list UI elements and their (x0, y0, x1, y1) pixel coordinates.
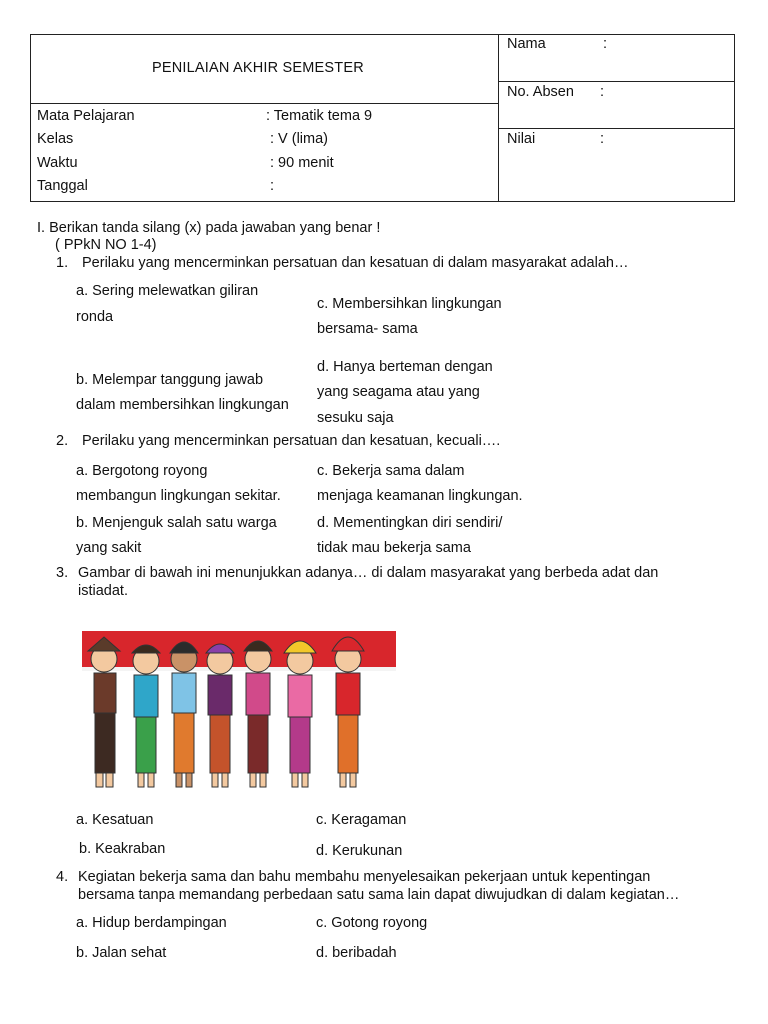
value-mata-pelajaran: : Tematik tema 9 (266, 108, 373, 124)
value-waktu: : 90 menit (270, 155, 334, 171)
option-a-cont: ronda (76, 309, 114, 325)
label-nama: Nama (507, 36, 546, 52)
option-c-cont: bersama- sama (317, 321, 418, 337)
option-a[interactable]: a. Bergotong royong (76, 463, 208, 479)
option-c[interactable]: c. Bekerja sama dalam (317, 463, 465, 479)
table-divider-vertical (498, 34, 499, 202)
option-a[interactable]: a. Hidup berdampingan (76, 915, 227, 931)
colon-nilai: : (600, 131, 605, 147)
question-text: Kegiatan bekerja sama dan bahu membahu menyelesaikan pekerjaan untuk kepentingan (78, 869, 651, 885)
question-text-cont: bersama tanpa memandang perbedaan satu sama lain dapat diwujudkan di dalam kegiatan… (78, 887, 680, 903)
label-no-absen: No. Absen (507, 84, 574, 100)
option-d-cont-1: yang seagama atau yang (317, 384, 480, 400)
question-text: Perilaku yang mencerminkan persatuan dan kesatuan di dalam masyarakat adalah… (82, 255, 629, 271)
label-nilai: Nilai (507, 131, 536, 147)
value-kelas: : V (lima) (270, 131, 328, 147)
children-traditional-clothing-illustration (78, 601, 396, 801)
option-d[interactable]: d. beribadah (316, 945, 397, 961)
option-d[interactable]: d. Mementingkan diri sendiri/ (317, 515, 503, 531)
section-instruction: I. Berikan tanda silang (x) pada jawaban yang benar ! (37, 220, 381, 236)
option-b[interactable]: b. Jalan sehat (76, 945, 167, 961)
label-tanggal: Tanggal (37, 178, 88, 194)
question-number: 1. (56, 255, 69, 271)
table-divider-left (30, 103, 499, 104)
cultural-diversity-illustration (78, 601, 396, 801)
table-border-top (30, 34, 735, 35)
table-border-right (734, 34, 735, 202)
label-waktu: Waktu (37, 155, 78, 171)
option-d-cont-2: sesuku saja (317, 410, 394, 426)
section-subtitle: ( PPkN NO 1-4) (55, 237, 157, 253)
option-b-cont: yang sakit (76, 540, 142, 556)
question-number: 2. (56, 433, 69, 449)
option-a[interactable]: a. Kesatuan (76, 812, 154, 828)
option-b[interactable]: b. Menjenguk salah satu warga (76, 515, 277, 531)
colon-nama: : (603, 36, 608, 52)
table-divider-right-2 (498, 128, 735, 129)
question-text: Perilaku yang mencerminkan persatuan dan kesatuan, kecuali…. (82, 433, 501, 449)
option-c[interactable]: c. Membersihkan lingkungan (317, 296, 502, 312)
question-number: 4. (56, 869, 69, 885)
option-b[interactable]: b. Keakraban (79, 841, 166, 857)
option-d-cont: tidak mau bekerja sama (317, 540, 471, 556)
question-text-cont: istiadat. (78, 583, 128, 599)
option-c[interactable]: c. Gotong royong (316, 915, 428, 931)
option-a[interactable]: a. Sering melewatkan giliran (76, 283, 259, 299)
table-divider-right-1 (498, 81, 735, 82)
question-number: 3. (56, 565, 69, 581)
option-b[interactable]: b. Melempar tanggung jawab (76, 372, 264, 388)
option-c-cont: menjaga keamanan lingkungan. (317, 488, 523, 504)
option-b-cont: dalam membersihkan lingkungan (76, 397, 289, 413)
table-border-left (30, 34, 31, 202)
exam-title: PENILAIAN AKHIR SEMESTER (152, 60, 364, 76)
value-tanggal: : (270, 178, 275, 194)
question-text: Gambar di bawah ini menunjukkan adanya… di dalam masyarakat yang berbeda adat dan (78, 565, 659, 581)
label-kelas: Kelas (37, 131, 74, 147)
option-d[interactable]: d. Kerukunan (316, 843, 403, 859)
option-d[interactable]: d. Hanya berteman dengan (317, 359, 493, 375)
table-border-bottom (30, 201, 735, 202)
option-c[interactable]: c. Keragaman (316, 812, 407, 828)
colon-no-absen: : (600, 84, 605, 100)
option-a-cont: membangun lingkungan sekitar. (76, 488, 281, 504)
label-mata-pelajaran: Mata Pelajaran (37, 108, 135, 124)
